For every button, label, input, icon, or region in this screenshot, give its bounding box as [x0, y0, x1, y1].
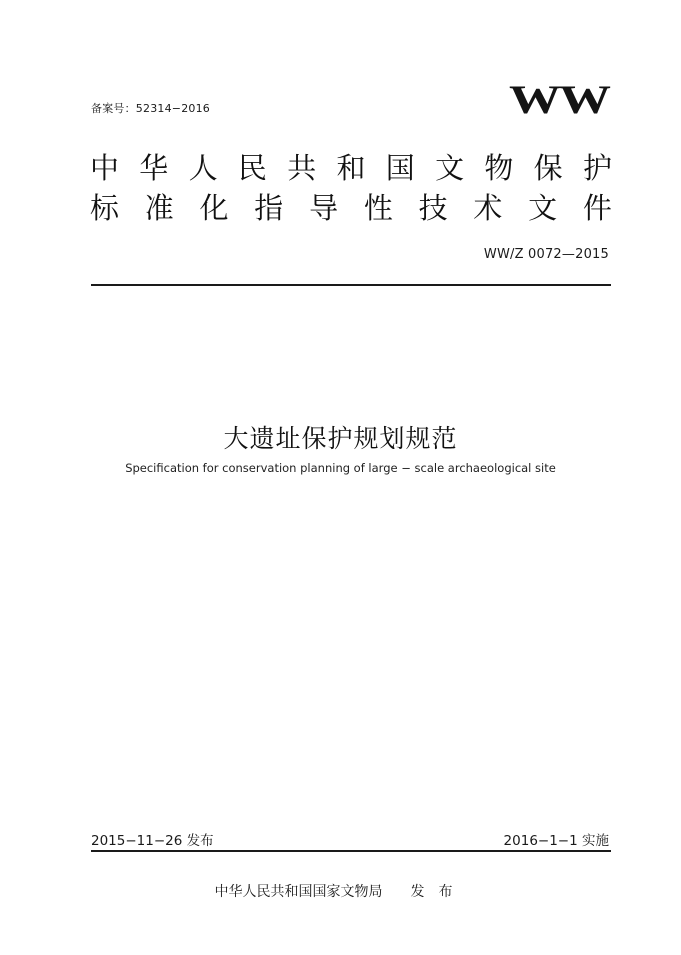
header-char: 物	[484, 151, 514, 185]
header-char: 护	[582, 151, 612, 185]
header-char: 文	[435, 151, 465, 185]
implementation-date: 2016−1−1 实施	[503, 833, 609, 849]
publisher-name: 中华人民共和国国家文物局	[214, 884, 383, 900]
header-line-2	[90, 192, 612, 224]
header-char: 性	[363, 191, 393, 225]
document-subtitle: Specification for conservation planning of large − scale archaeological site	[125, 461, 556, 475]
header-char: 指	[254, 191, 284, 225]
header-char: 文	[528, 191, 558, 225]
header-char: 和	[336, 151, 366, 185]
document-title: 大遗址保护规划规范	[223, 424, 458, 453]
header-char: 民	[237, 151, 267, 185]
header-char: 共	[287, 151, 317, 185]
top-divider	[91, 284, 611, 286]
bottom-divider	[91, 850, 611, 852]
record-number: 备案号：52314−2016	[91, 102, 211, 115]
ww-logo: WW	[509, 77, 609, 123]
header-char: 国	[385, 151, 415, 185]
header-char: 标	[90, 191, 120, 225]
header-char: 件	[582, 191, 612, 225]
header-char: 中	[90, 151, 120, 185]
header-line-1	[90, 152, 612, 184]
publisher-action: 发布	[410, 884, 467, 900]
issue-date: 2015−11−26 发布	[91, 833, 214, 849]
header-char: 人	[188, 151, 218, 185]
header-char: 导	[309, 191, 339, 225]
header-char: 化	[199, 191, 229, 225]
header-char: 技	[418, 191, 448, 225]
header-char: 准	[144, 191, 174, 225]
standard-number: WW/Z 0072—2015	[483, 247, 609, 262]
header-char: 华	[139, 151, 169, 185]
publisher	[0, 881, 681, 901]
header-char: 术	[473, 191, 503, 225]
header-char: 保	[533, 151, 563, 185]
